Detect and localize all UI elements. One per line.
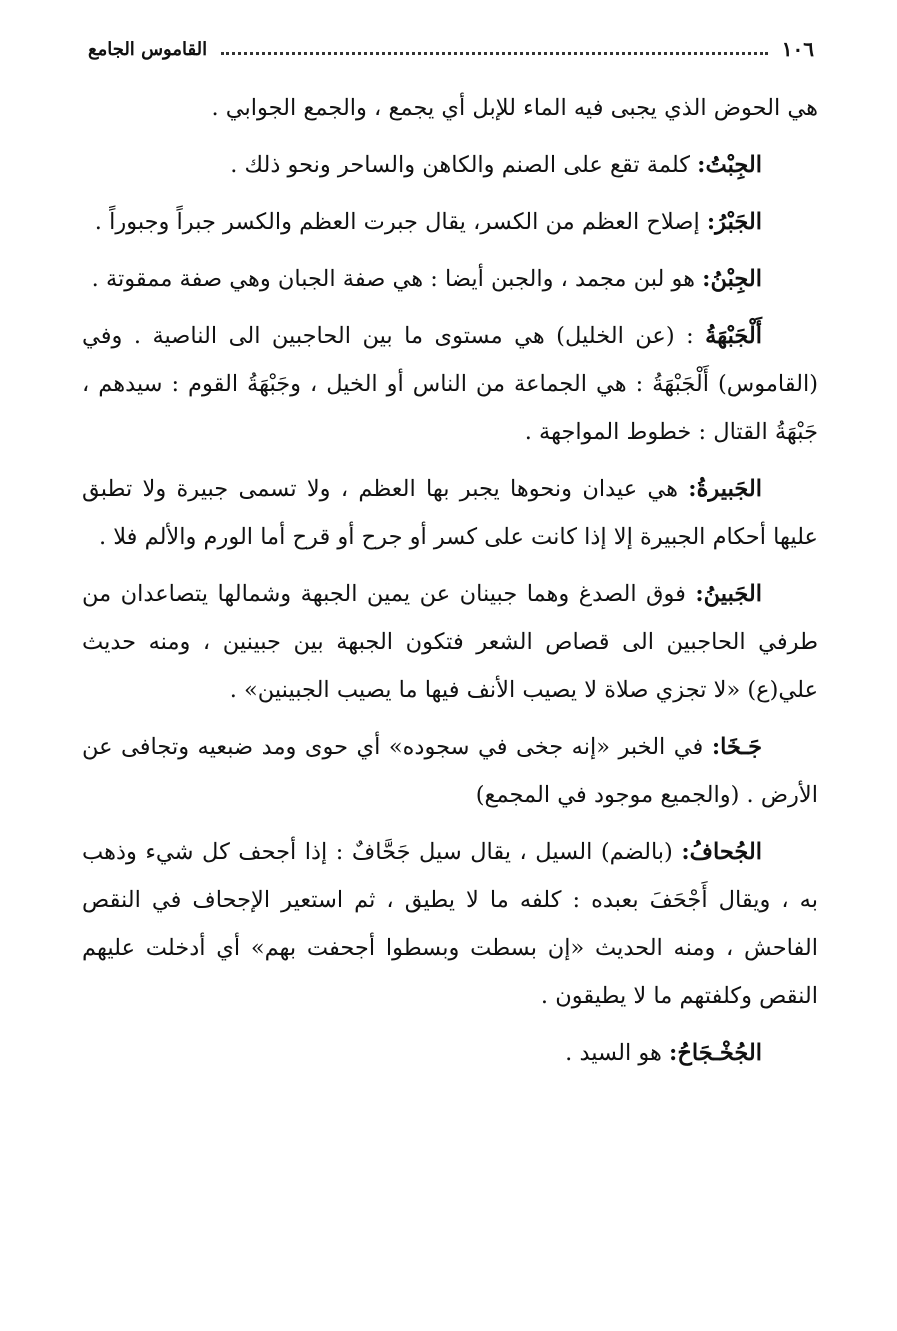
- dictionary-entry: [82, 84, 818, 132]
- entry-text: (بالضم) السيل ، يقال سيل جَحَّافٌ : إذا أجحف كل شيء وذهب به ، ويقال أَجْحَفَ بعبده : كلفه ما لا يطيق ، ثم استعير الإجحاف في النقص الفاحش ، ومنه الحديث «إن بسطت وبسطوا أجحفت بهم» أي أدخلت عليهم النقص وكلفتهم ما لا يطيقون .: [82, 839, 818, 1009]
- running-title: القاموس الجامع: [88, 38, 208, 60]
- entry-text: هو لبن مجمد ، والجبن أيضا : هي صفة الجبان وهي صفة ممقوتة .: [91, 266, 703, 292]
- entry-text: فوق الصدغ وهما جبينان عن يمين الجبهة وشمالها يتصاعدان من طرفي الحاجبين الى قصاص الشعر فتكون الجبهة بين جبينين ، ومنه حديث علي(ع) «لا تجزي صلاة لا يصيب الأنف فيها ما يصيب الجبينين» .: [82, 581, 818, 703]
- dictionary-body: [82, 84, 818, 1086]
- dictionary-entry: [82, 141, 818, 189]
- dictionary-entry: [82, 570, 818, 714]
- entry-headword: الجُحافُ:: [681, 839, 762, 865]
- entry-headword: الجُخْـجَاحُ:: [669, 1040, 762, 1066]
- entry-headword: الجَبْرُ:: [706, 209, 762, 235]
- page-header: [88, 34, 814, 64]
- entry-text: إصلاح العظم من الكسر، يقال جبرت العظم والكسر جبراً وجبوراً .: [94, 209, 707, 235]
- entry-headword: الجِبْنُ:: [702, 266, 762, 292]
- entry-text: كلمة تقع على الصنم والكاهن والساحر ونحو ذلك .: [230, 152, 698, 178]
- dotted-leader: [221, 52, 768, 55]
- entry-text: هو السيد .: [565, 1040, 670, 1066]
- entry-text: هي عيدان ونحوها يجبر بها العظم ، ولا تسمى جبيرة ولا تطبق عليها أحكام الجبيرة إلا إذا كانت على كسر أو جرح أو قرح أما الورم والألم فلا .: [82, 476, 818, 550]
- entry-text: في الخبر «إنه جخى في سجوده» أي حوى ومد ضبعيه وتجافى عن الأرض . (والجميع موجود في المجمع): [82, 734, 818, 808]
- entry-headword: جَـخَا:: [711, 734, 762, 760]
- entry-text: هي الحوض الذي يجبى فيه الماء للإبل أي يجمع ، والجمع الجوابي .: [211, 95, 818, 121]
- entry-headword: الجِبْتُ:: [697, 152, 762, 178]
- dictionary-entry: [82, 255, 818, 303]
- entry-headword: الجَبيرةُ:: [688, 476, 762, 502]
- entry-text: : (عن الخليل) هي مستوى ما بين الحاجبين الى الناصية . وفي (القاموس) أَلْجَبْهَةُ : هي الجماعة من الناس أو الخيل ، وجَبْهَةُ القوم : سيدهم ، جَبْهَةُ القتال : خطوط المواجهة .: [82, 323, 818, 445]
- dictionary-entry: [82, 312, 818, 456]
- entry-headword: الجَبينُ:: [695, 581, 762, 607]
- entry-headword: أَلْجَبْهَةُ: [705, 323, 762, 349]
- dictionary-entry: [82, 198, 818, 246]
- dictionary-entry: [82, 465, 818, 561]
- page-number: ١٠٦: [781, 37, 814, 61]
- dictionary-entry: [82, 1029, 818, 1077]
- dictionary-entry: [82, 828, 818, 1020]
- dictionary-entry: [82, 723, 818, 819]
